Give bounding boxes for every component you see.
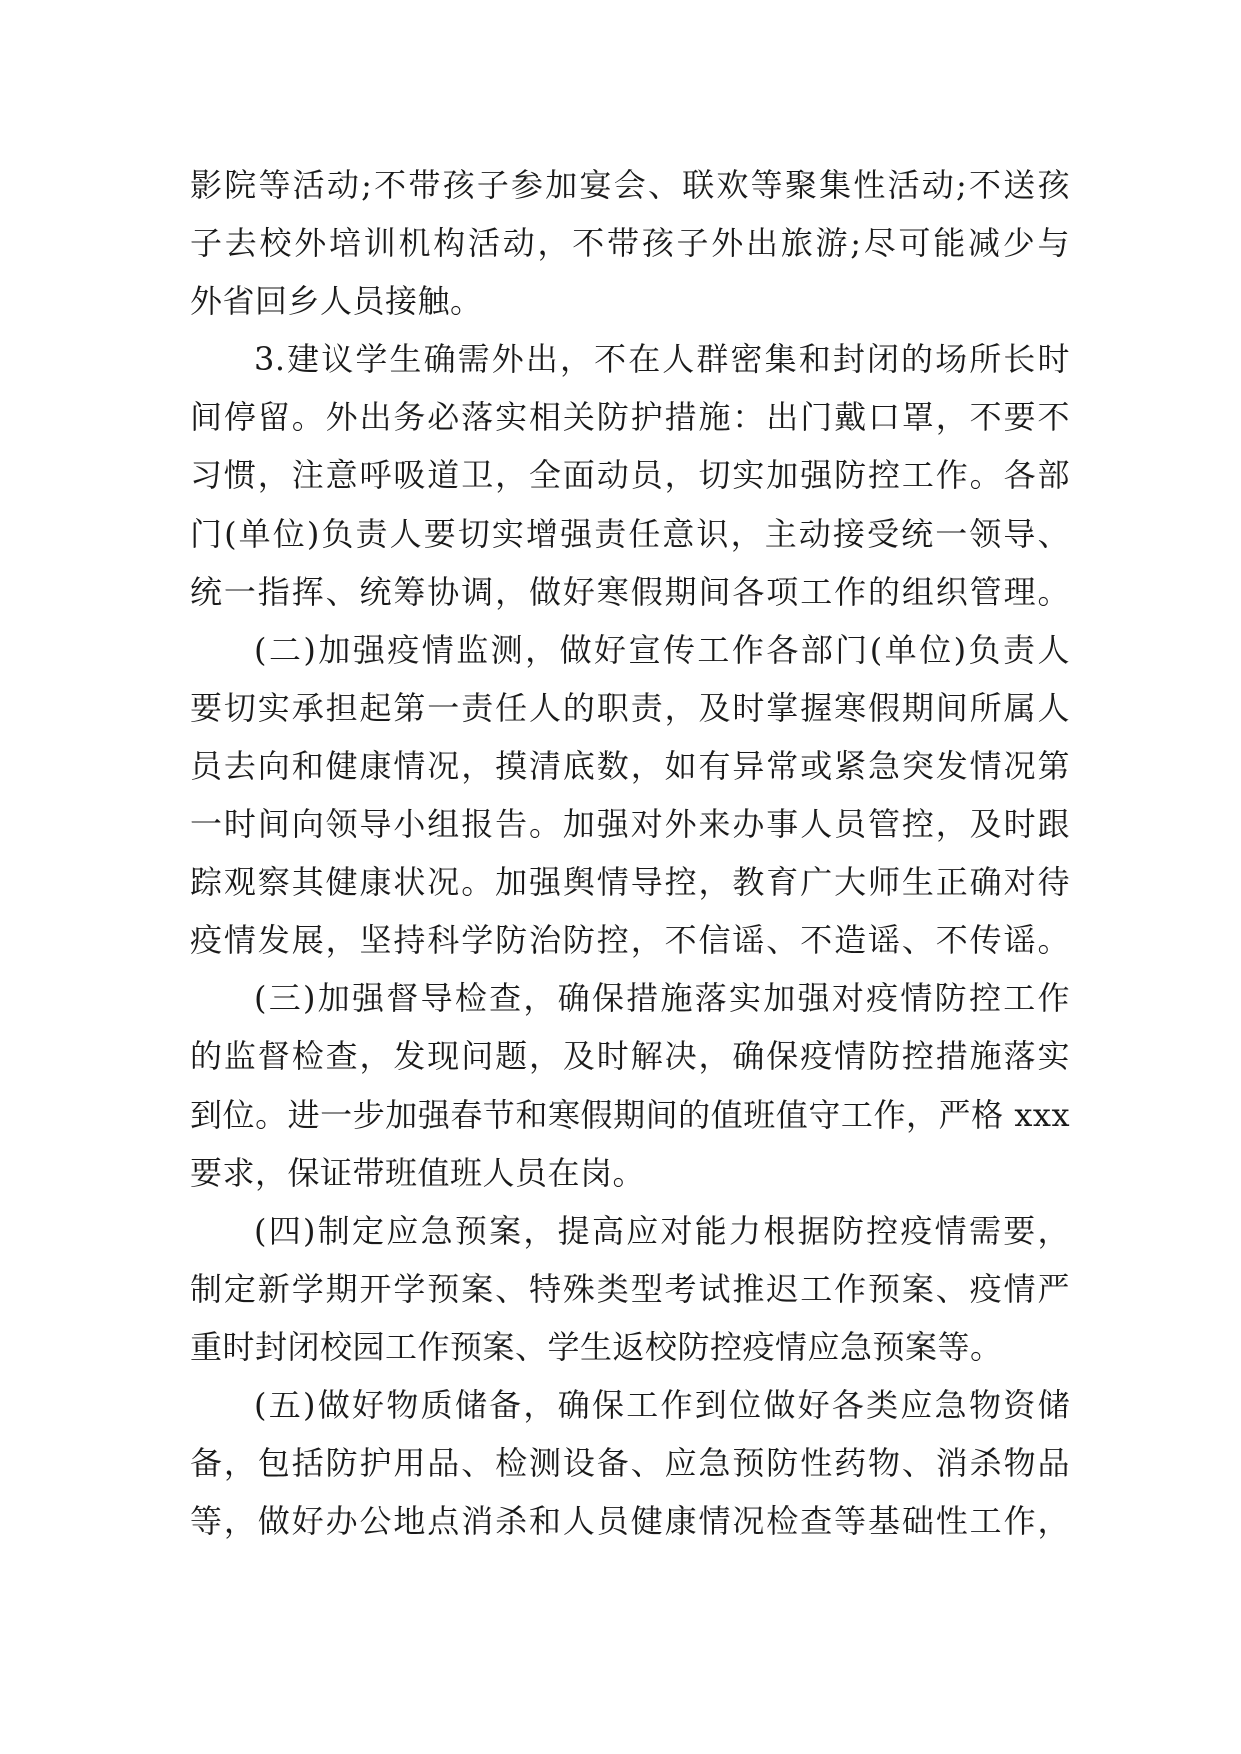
text-line: 备，包括防护用品、检测设备、应急预防性药物、消杀物品: [190, 1444, 1070, 1483]
text-line: 制定新学期开学预案、特殊类型考试推迟工作预案、疫情严: [190, 1269, 1070, 1308]
text-line: 重时封闭校园工作预案、学生返校防控疫情应急预案等。: [190, 1327, 1003, 1366]
text-line: 等，做好办公地点消杀和人员健康情况检查等基础性工作，: [190, 1502, 1070, 1541]
text-line: 到位。进一步加强春节和寒假期间的值班值守工作，严格 xxx: [190, 1095, 1070, 1134]
text-line: 的监督检查，发现问题，及时解决，确保疫情防控措施落实: [190, 1037, 1070, 1076]
text-line: 踪观察其健康状况。加强舆情导控，教育广大师生正确对待: [190, 863, 1070, 902]
document-body: [190, 156, 1070, 1550]
text-line: 一时间向领导小组报告。加强对外来办事人员管控，及时跟: [190, 805, 1070, 844]
text-line: 疫情发展，坚持科学防治防控，不信谣、不造谣、不传谣。: [190, 921, 1070, 960]
text-line: 要求，保证带班值班人员在岗。: [190, 1153, 646, 1192]
text-line: 习惯，注意呼吸道卫，全面动员，切实加强防控工作。各部: [190, 456, 1070, 495]
text-line: 影院等活动;不带孩子参加宴会、联欢等聚集性活动;不送孩: [190, 166, 1070, 204]
text-line: 员去向和健康情况，摸清底数，如有异常或紧急突发情况第: [190, 746, 1070, 785]
text-line: 门(单位)负责人要切实增强责任意识，主动接受统一领导、: [190, 514, 1070, 553]
paragraph-start-line: (五)做好物质储备，确保工作到位做好各类应急物资储: [254, 1385, 1070, 1424]
paragraph-start-line: (四)制定应急预案，提高应对能力根据防控疫情需要，: [254, 1211, 1070, 1250]
text-line: 子去校外培训机构活动，不带孩子外出旅游;尽可能减少与: [190, 224, 1070, 263]
paragraph-start-line: (二)加强疫情监测，做好宣传工作各部门(单位)负责人: [254, 630, 1070, 669]
paragraph-start-line: (三)加强督导检查，确保措施落实加强对疫情防控工作: [254, 979, 1070, 1018]
text-line: 间停留。外出务必落实相关防护措施：出门戴口罩，不要不: [190, 398, 1070, 437]
paragraph-start-line: 3.建议学生确需外出，不在人群密集和封闭的场所长时: [254, 340, 1070, 379]
text-line: 统一指挥、统筹协调，做好寒假期间各项工作的组织管理。: [190, 572, 1070, 611]
text-line: 外省回乡人员接触。: [190, 282, 483, 321]
text-line: 要切实承担起第一责任人的职责，及时掌握寒假期间所属人: [190, 688, 1070, 727]
